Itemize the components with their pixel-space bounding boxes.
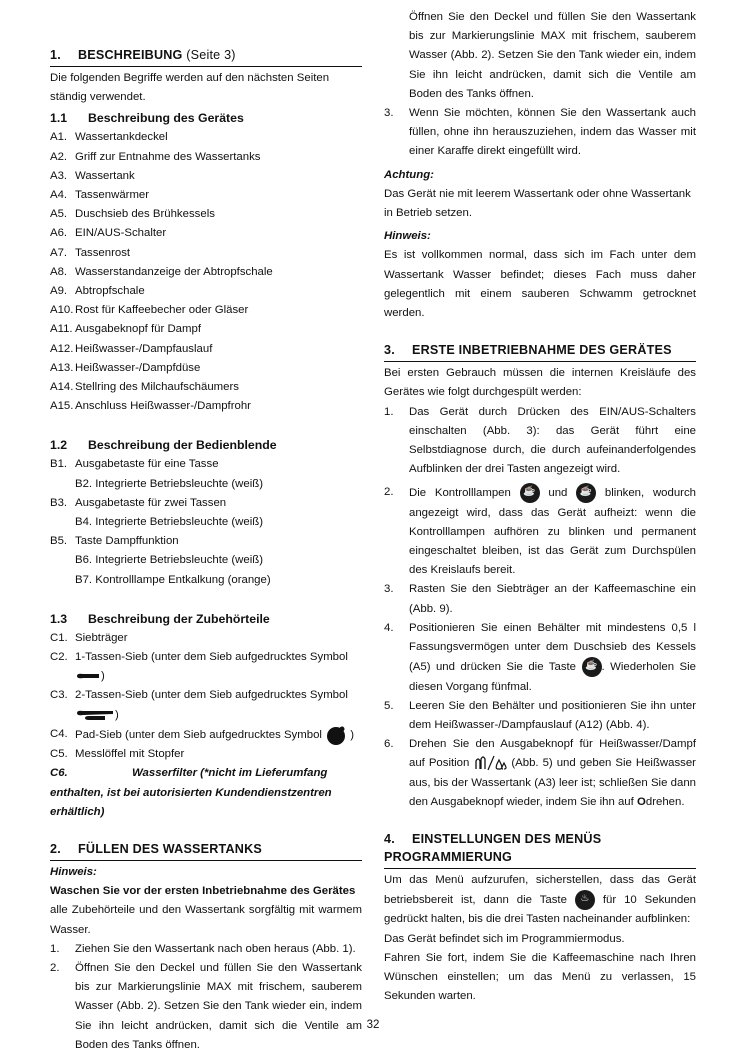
list-item <box>50 359 362 378</box>
list-item-text: Griff zur Entnahme des Wassertanks <box>75 150 261 163</box>
list-item: C3. 2-Tassen-Sieb (unter dem Sieb aufgedrucktes Symbol ) <box>50 689 348 721</box>
list-item-label: A1. <box>50 131 68 144</box>
hot-water-steam-position-icon <box>473 755 507 771</box>
list-item-label: A10. <box>50 304 74 317</box>
list-item: C6. <box>50 767 68 780</box>
list-item <box>50 282 362 301</box>
list-item <box>50 340 362 359</box>
warning-label: Achtung: <box>384 168 434 181</box>
right-column <box>384 10 696 1006</box>
list-item <box>50 320 362 339</box>
list-item-text: Wasserstandanzeige der Abtropfschale <box>75 265 273 278</box>
list-item <box>50 167 362 186</box>
hint-text: alle Zubehörteile und den Wassertank sorgfältig mit warmem Wasser. <box>50 904 362 936</box>
list-item-text: Abtropfschale <box>75 285 145 298</box>
list-item-text: Rost für Kaffeebecher oder Gläser <box>75 304 249 317</box>
list-item: B2. Integrierte Betriebsleuchte (weiß) <box>75 477 264 490</box>
section-1-2-heading: 1.2 Beschreibung der Bedienblende <box>50 438 277 453</box>
hint-label: Hinweis: <box>384 230 431 243</box>
list-item-text: Heißwasser-/Dampfauslauf <box>75 342 213 355</box>
list-item: C5. Messlöffel mit Stopfer <box>50 748 185 761</box>
list-item: B3. Ausgabetaste für zwei Tassen <box>50 496 227 509</box>
list-item-label: A4. <box>50 189 68 202</box>
hint-label: Hinweis: <box>50 865 97 878</box>
list-item: C4. Pad-Sieb (unter dem Sieb aufgedrucktes Symbol ) <box>50 725 362 745</box>
list-item-label: A6. <box>50 227 68 240</box>
list-item-text: Stellring des Milchaufschäumers <box>75 381 239 394</box>
list-item-label: A15. <box>50 400 74 413</box>
list-item-label: A12. <box>50 342 74 355</box>
two-cup-button-icon: ☕ <box>576 483 596 503</box>
warning-text: Das Gerät nie mit leerem Wassertank oder ohne Wassertank in Betrieb setzen. <box>384 187 691 220</box>
list-item-label: A2. <box>50 150 68 163</box>
list-item <box>50 244 362 263</box>
one-cup-symbol-icon <box>75 671 101 681</box>
list-item-continued: Öffnen Sie den Deckel und füllen Sie den Wassertank bis zur Markierungslinie MAX mit frischem, sauberem Wasser (Abb. 2). Setzen Sie den Tank wieder ein, indem Sie ihn leicht andrücken, damit sich die Ventile am Boden des Tanks öffnen. <box>409 10 696 100</box>
list-item: 3. Rasten Sie den Siebträger an der Kaffeemaschine ein (Abb. 9). <box>384 583 696 615</box>
steam-button-icon: ♨ <box>575 890 595 910</box>
list-item <box>50 397 362 416</box>
list-item-label: A5. <box>50 208 68 221</box>
list-item-label: A8. <box>50 265 68 278</box>
list-item-text: Wassertankdeckel <box>75 131 168 144</box>
section-4-heading: 4. EINSTELLUNGEN DES MENÜS PROGRAMMIERUNG <box>384 830 696 869</box>
section-1-heading: 1. BESCHREIBUNG (Seite 3) <box>50 46 362 67</box>
section-4-text-2: Das Gerät befindet sich im Programmiermodus. <box>384 932 625 945</box>
list-item <box>50 148 362 167</box>
list-item-text: Anschluss Heißwasser-/Dampfrohr <box>75 400 251 413</box>
list-item-text: Tassenrost <box>75 246 131 259</box>
list-item-text: Heißwasser-/Dampfdüse <box>75 361 201 374</box>
list-item <box>50 205 362 224</box>
section-1-intro: Die folgenden Begriffe werden auf den nächsten Seiten ständig verwendet. <box>50 72 330 104</box>
section-4-text-3: Fahren Sie fort, indem Sie die Kaffeemaschine nach Ihren Wünschen einstellen; um das Menü zu verlassen, 15 Sekunden warten. <box>384 951 696 1003</box>
filter-note: Wasserfilter (*nicht im Lieferumfang enthalten, ist bei autorisierten Kundendienstzentren erhältlich) <box>50 767 332 818</box>
list-item-text: Duschsieb des Brühkessels <box>75 208 215 221</box>
list-item: 1. Ziehen Sie den Wassertank nach oben heraus (Abb. 1). <box>50 942 356 955</box>
list-item-text: Tassenwärmer <box>75 189 150 202</box>
list-item <box>50 186 362 205</box>
list-item-label: A13. <box>50 361 74 374</box>
section-3-heading: 3. ERSTE INBETRIEBNAHME DES GERÄTES <box>384 341 696 362</box>
list-item <box>50 128 362 147</box>
section-2-heading: 2. FÜLLEN DES WASSERTANKS <box>50 840 362 861</box>
list-item: B4. Integrierte Betriebsleuchte (weiß) <box>75 516 264 529</box>
section-1-1-heading: 1.1 Beschreibung des Gerätes <box>50 111 244 126</box>
list-item: B1. Ausgabetaste für eine Tasse <box>50 458 219 471</box>
list-item <box>50 263 362 282</box>
list-item-label: A7. <box>50 246 68 259</box>
device-parts-list <box>50 128 362 416</box>
two-cup-symbol-icon <box>75 708 115 722</box>
list-item: 4. Positionieren Sie einen Behälter mit mindestens 0,5 l Fassungsvermögen unter dem Duschsieb des Kessels (A5) und drücken Sie die Taste ☕ . Wiederholen Sie diesen Vorgang fünfmal. <box>384 621 696 693</box>
list-item <box>50 378 362 397</box>
list-item-label: A14. <box>50 381 74 394</box>
list-item-label: A11. <box>50 323 73 336</box>
hint-bold-text: Waschen Sie vor der ersten Inbetriebnahme des Gerätes <box>50 885 356 898</box>
two-cup-button-icon: ☕ <box>582 657 602 677</box>
list-item: B5. Taste Dampffunktion <box>50 535 179 548</box>
list-item: C1. Siebträger <box>50 631 128 644</box>
list-item-text: Ausgabeknopf für Dampf <box>75 323 202 336</box>
section-4-text: Um das Menü aufzurufen, sicherstellen, dass das Gerät betriebsbereit ist, dann die Taste ♨ für 10 Sekunden gedrückt halten, bis die drei Tasten nacheinander aufblinken: <box>384 873 696 926</box>
list-item: 2. Die Kontrolllampen ☕ und ☕ blinken, wodurch angezeigt wird, dass das Gerät aufheizt: wenn die Kontrolllampen aufhören zu blinken und permanent eingeschaltet bleiben, ist das Gerät zum Durchspülen des Kreislaufs bereit. <box>384 483 696 580</box>
list-item-text: EIN/AUS-Schalter <box>75 227 167 240</box>
list-item: 2. Öffnen Sie den Deckel und füllen Sie den Wassertank bis zur Markierungslinie MAX mit frischem, sauberem Wasser (Abb. 2). Setzen Sie den Tank wieder ein, indem Sie ihn leicht andrücken, damit sich die Ventile am Boden des Tanks öffnen. <box>50 961 362 1051</box>
page-number: 32 <box>366 1019 380 1031</box>
list-item: C2. 1-Tassen-Sieb (unter dem Sieb aufgedrucktes Symbol ) <box>50 651 348 683</box>
list-item-label: A9. <box>50 285 68 298</box>
hint-text: Es ist vollkommen normal, dass sich im Fach unter dem Wassertank Wasser befindet; dieses Fach muss daher gelegentlich mit einem sauberen Schwamm getrocknet werden. <box>384 249 696 320</box>
list-item: B7. Kontrolllampe Entkalkung (orange) <box>75 573 271 586</box>
list-item: 1. Das Gerät durch Drücken des EIN/AUS-Schalters einschalten (Abb. 3): das Gerät führt eine Selbstdiagnose durch, die durch aufeinanderfolgendes Aufblinken der drei Tasten angezeigt wird. <box>384 405 696 476</box>
pad-symbol-icon <box>325 725 347 745</box>
list-item: 3. Wenn Sie möchten, können Sie den Wassertank auch füllen, ohne ihn herauszuziehen, indem das Wasser mit einer Karaffe direkt eingefüllt wird. <box>384 107 696 158</box>
list-item <box>50 301 362 320</box>
section-3-intro: Bei ersten Gebrauch müssen die internen Kreisläufe des Gerätes wie folgt durchgespült werden: <box>384 367 696 399</box>
one-cup-button-icon: ☕ <box>520 483 540 503</box>
list-item-text: Wassertank <box>75 169 135 182</box>
list-item: B6. Integrierte Betriebsleuchte (weiß) <box>75 554 264 567</box>
list-item: 5. Leeren Sie den Behälter und positionieren Sie ihn unter dem Heißwasser-/Dampfauslauf (A12) (Abb. 4). <box>384 699 696 731</box>
list-item: 6. Drehen Sie den Ausgabeknopf für Heißwasser/Dampf auf Position (Abb. 5) und geben Sie Heißwasser aus, bis der Wassertank (A3) leer ist; schließen Sie dann den Ausgabeknopf wieder, indem Sie ihn auf Odrehen. <box>384 738 696 808</box>
list-item-label: A3. <box>50 169 68 182</box>
left-column <box>50 46 362 1051</box>
section-1-3-heading: 1.3 Beschreibung der Zubehörteile <box>50 611 270 626</box>
list-item <box>50 224 362 243</box>
